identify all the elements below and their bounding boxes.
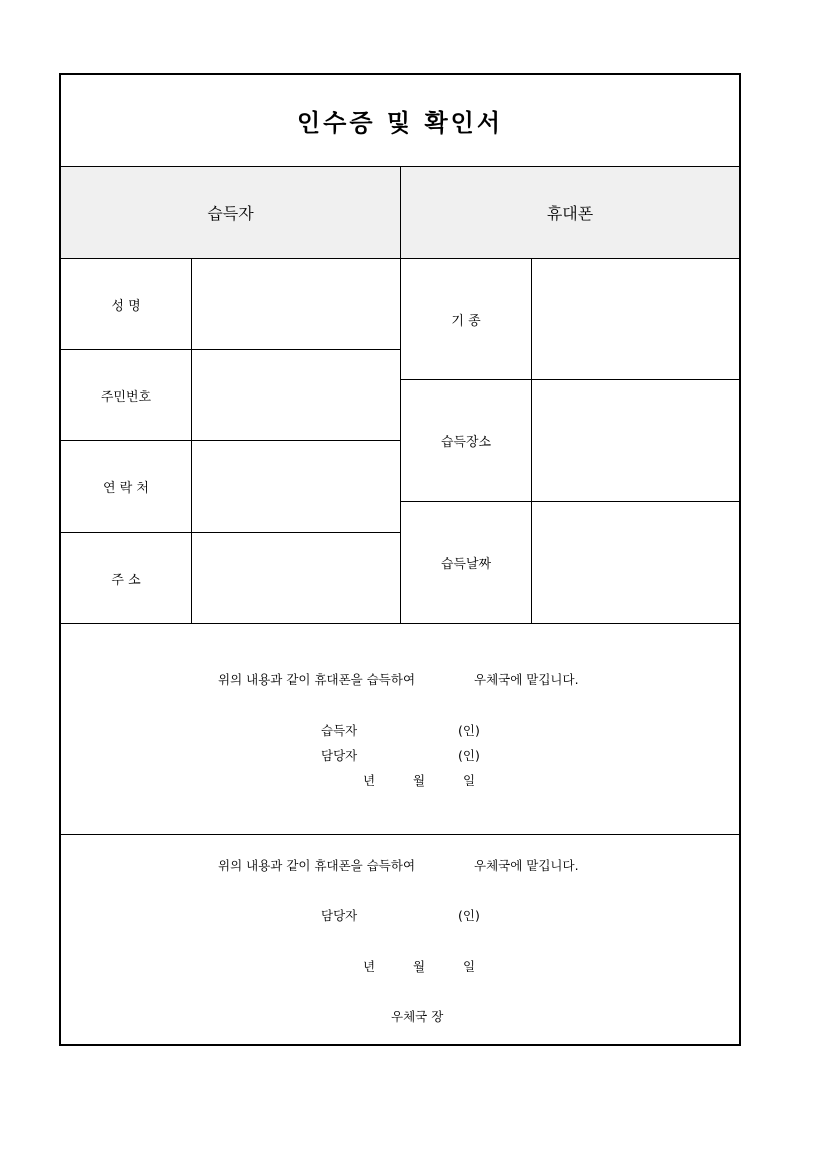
statement-text-b: 우체국에 맡깁니다. <box>474 858 579 873</box>
divider <box>400 166 401 623</box>
year-label: 년 <box>363 959 376 974</box>
divider <box>61 440 400 441</box>
resident-number-field[interactable] <box>192 350 400 440</box>
day-label: 일 <box>463 773 476 788</box>
staff-sign-label: 담당자 <box>321 908 358 923</box>
month-label: 월 <box>413 959 426 974</box>
statement-text-a: 위의 내용과 같이 휴대폰을 습득하여 <box>218 672 416 687</box>
divider <box>61 349 400 350</box>
resident-number-label: 주민번호 <box>100 389 152 405</box>
phone-header: 휴대폰 <box>401 167 739 258</box>
statement-text-b: 우체국에 맡깁니다. <box>474 672 579 687</box>
postmaster-label: 우체국 장 <box>391 1009 444 1024</box>
divider <box>531 258 532 623</box>
address-label: 주 소 <box>111 572 141 588</box>
staff-seal[interactable]: (인) <box>458 748 480 763</box>
staff-seal[interactable]: (인) <box>458 908 480 923</box>
divider <box>61 623 739 624</box>
divider <box>401 379 739 380</box>
found-place-field[interactable] <box>532 380 739 501</box>
day-label: 일 <box>463 959 476 974</box>
finder-header: 습득자 <box>61 167 400 258</box>
divider <box>191 258 192 623</box>
found-place-label: 습득장소 <box>440 435 492 450</box>
found-date-field[interactable] <box>532 502 739 623</box>
year-label: 년 <box>363 773 376 788</box>
found-date-label: 습득날짜 <box>440 557 492 572</box>
finder-sign-label: 습득자 <box>321 723 358 738</box>
divider <box>61 532 400 533</box>
name-field[interactable] <box>192 259 400 349</box>
staff-sign-label: 담당자 <box>321 748 358 763</box>
contact-field[interactable] <box>192 441 400 532</box>
name-label: 성 명 <box>111 298 141 314</box>
model-field[interactable] <box>532 259 739 379</box>
statement-text-a: 위의 내용과 같이 휴대폰을 습득하여 <box>218 858 416 873</box>
address-field[interactable] <box>192 533 400 623</box>
model-label: 기 종 <box>451 313 481 329</box>
month-label: 월 <box>413 773 426 788</box>
finder-seal[interactable]: (인) <box>458 723 480 738</box>
divider <box>61 834 739 835</box>
page-title: 인수증 및 확인서 <box>297 109 503 137</box>
divider <box>401 501 739 502</box>
contact-label: 연 락 처 <box>103 481 149 496</box>
receipt-form <box>59 73 741 1046</box>
